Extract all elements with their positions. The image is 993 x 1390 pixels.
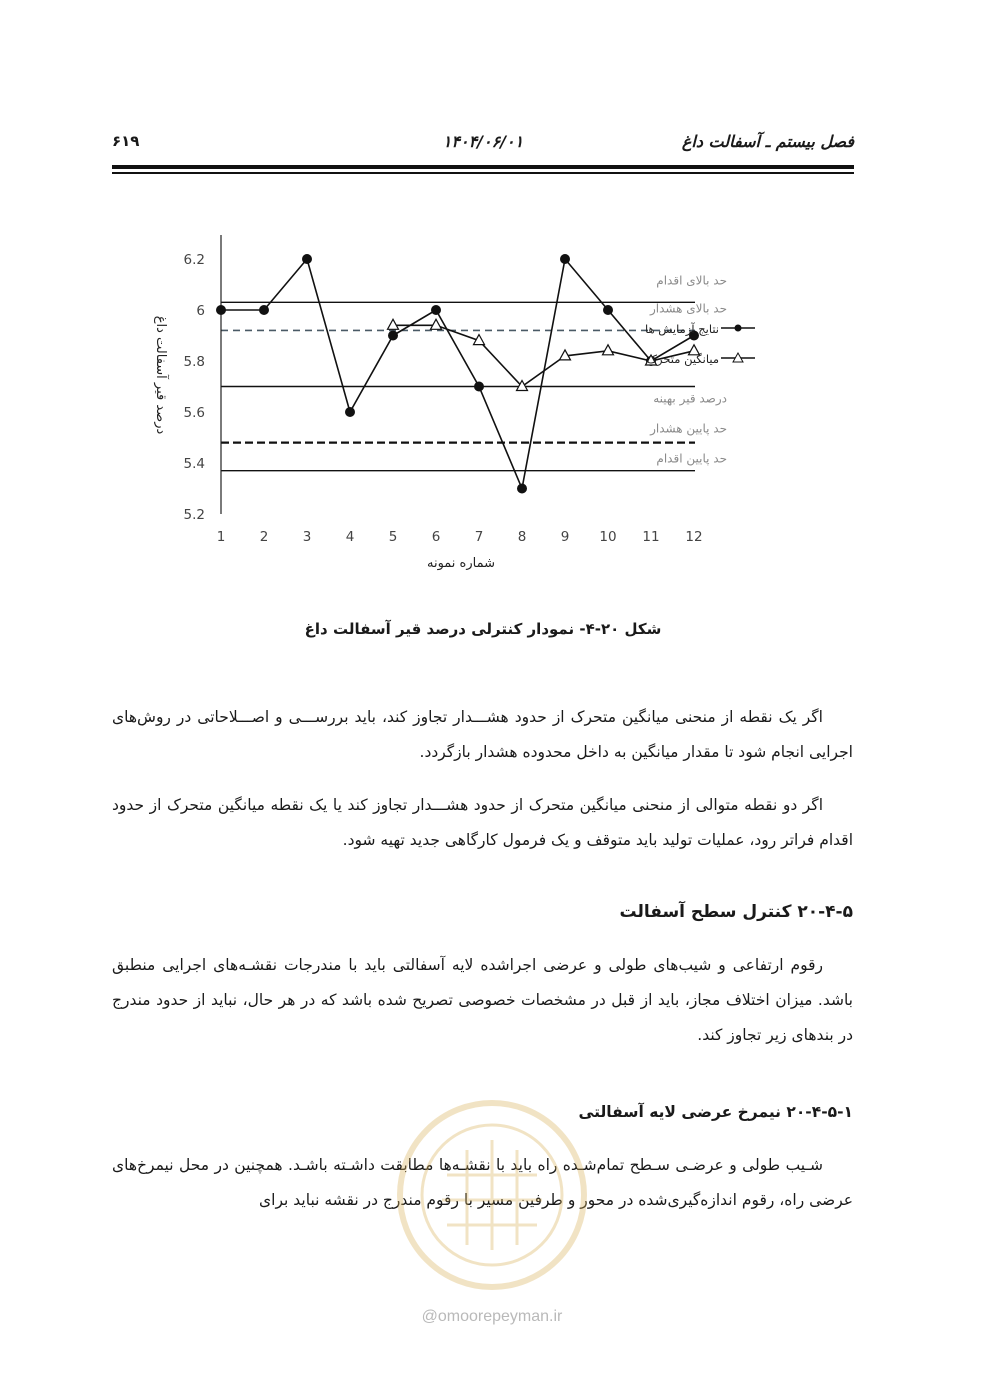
paragraph-3: رقوم ارتفاعی و شیب‌های طولی و عرضی اجراشده لایه آسفالتی باید با مندرجات نقشـه‌های اجرایی منطبق باشد. میزان اختلاف مجاز، باید از قبل در مشخصات خصوصی تصریح شده باشد که در هر حال، نباید از حدود مندرج در بندهای زیر تجاوز کند. bbox=[112, 956, 853, 1044]
moving-average-point bbox=[431, 319, 442, 329]
chart-series bbox=[216, 254, 700, 494]
header-rule-thick bbox=[112, 165, 854, 169]
paragraph-4: شـیب طولی و عرضـی سـطح تمام‌شـده راه باید با نقشـه‌ها مطابقت داشـته باشـد. همچنین در محل نیمرخ‌های عرضی راه، رقوم اندازه‌گیری‌شده در محور و طرفین مسیر با رقوم مندرج در نقشه نباید برای bbox=[112, 1156, 853, 1209]
y-axis-label: درصد قیر آسفالت داغ bbox=[153, 315, 168, 435]
y-tick-label: 5.4 bbox=[183, 456, 205, 472]
data-point bbox=[345, 407, 355, 417]
section-heading: ۲۰-۴-۵ کنترل سطح آسفالت bbox=[619, 902, 853, 922]
data-point bbox=[431, 305, 441, 315]
paragraph-2: اگر دو نقطه متوالی از منحنی میانگین متحرک از حدود هشـــدار تجاوز کند یا یک نقطه میانگین متحرک از حدود اقدام فراتر رود، عملیات تولید باید متوقف و یک فرمول کارگاهی جدید تهیه شود. bbox=[112, 796, 853, 849]
page-header bbox=[112, 128, 854, 158]
header-date: ۱۴۰۴/۰۶/۰۱ bbox=[442, 132, 524, 151]
paragraph-1: اگر یک نقطه از منحنی میانگین متحرک از حدود هشـــدار تجاوز کند، باید بررســـی و اصـــلاحاتی در روش‌های اجرایی انجام شود تا مقدار میانگین به داخل محدوده هشدار بازگردد. bbox=[112, 708, 853, 761]
y-tick-label: 5.2 bbox=[183, 507, 205, 523]
reference-labels bbox=[646, 273, 727, 466]
moving-average-point bbox=[603, 345, 614, 355]
x-tick-label: 1 bbox=[216, 529, 226, 545]
reference-label: حد پایین هشدار bbox=[650, 421, 727, 436]
x-tick-labels bbox=[217, 529, 703, 545]
x-tick-label: 4 bbox=[345, 529, 355, 545]
figure-caption: شکل ۲۰-۴- نمودار کنترلی درصد قیر آسفالت داغ bbox=[304, 620, 662, 638]
reference-label: حد پایین اقدام bbox=[656, 451, 727, 466]
moving-average-point bbox=[388, 319, 399, 329]
y-tick-label: 5.6 bbox=[183, 405, 205, 421]
data-point bbox=[216, 305, 226, 315]
header-rule-thin bbox=[112, 172, 854, 174]
reference-label: حد بالای اقدام bbox=[656, 273, 727, 288]
x-tick-label: 11 bbox=[642, 529, 660, 545]
series-line-test-results bbox=[221, 259, 694, 489]
x-tick-label: 6 bbox=[431, 529, 441, 545]
reference-lines bbox=[221, 302, 695, 470]
x-axis-label: شماره نمونه bbox=[426, 556, 496, 571]
reference-label: درصد قیر بهینه bbox=[653, 391, 727, 406]
legend-swatch-marker bbox=[735, 325, 742, 332]
x-tick-label: 7 bbox=[474, 529, 484, 545]
x-tick-label: 3 bbox=[302, 529, 312, 545]
data-point bbox=[388, 331, 398, 341]
x-tick-label: 12 bbox=[685, 529, 703, 545]
data-point bbox=[259, 305, 269, 315]
y-tick-label: 6 bbox=[196, 303, 205, 319]
x-tick-label: 2 bbox=[259, 529, 269, 545]
reference-label: حد بالای هشدار bbox=[649, 301, 727, 316]
data-point bbox=[517, 484, 527, 494]
x-tick-label: 8 bbox=[517, 529, 527, 545]
watermark-logo bbox=[392, 1080, 592, 1310]
watermark-text: @omoorepeyman.ir bbox=[421, 1308, 563, 1325]
y-tick-label: 6.2 bbox=[183, 252, 205, 268]
data-point bbox=[560, 254, 570, 264]
control-chart bbox=[135, 225, 755, 580]
x-tick-label: 9 bbox=[560, 529, 570, 545]
data-point bbox=[474, 382, 484, 392]
data-point bbox=[603, 305, 613, 315]
x-tick-label: 5 bbox=[388, 529, 398, 545]
legend-label: میانگین متحرک bbox=[646, 352, 719, 366]
data-point bbox=[302, 254, 312, 264]
y-tick-label: 5.8 bbox=[183, 354, 205, 370]
subsection-heading: ۲۰-۴-۵-۱ نیمرخ عرضی لایه آسفالتی bbox=[578, 1103, 853, 1121]
chart-legend bbox=[645, 322, 755, 367]
x-tick-label: 10 bbox=[599, 529, 617, 545]
legend-label: نتایج آزمایش ها bbox=[645, 322, 719, 336]
page-number: ۶۱۹ bbox=[112, 132, 140, 150]
chapter-title: فصل بیستم ـ آسفالت داغ bbox=[681, 132, 854, 151]
y-tick-labels bbox=[184, 252, 205, 523]
